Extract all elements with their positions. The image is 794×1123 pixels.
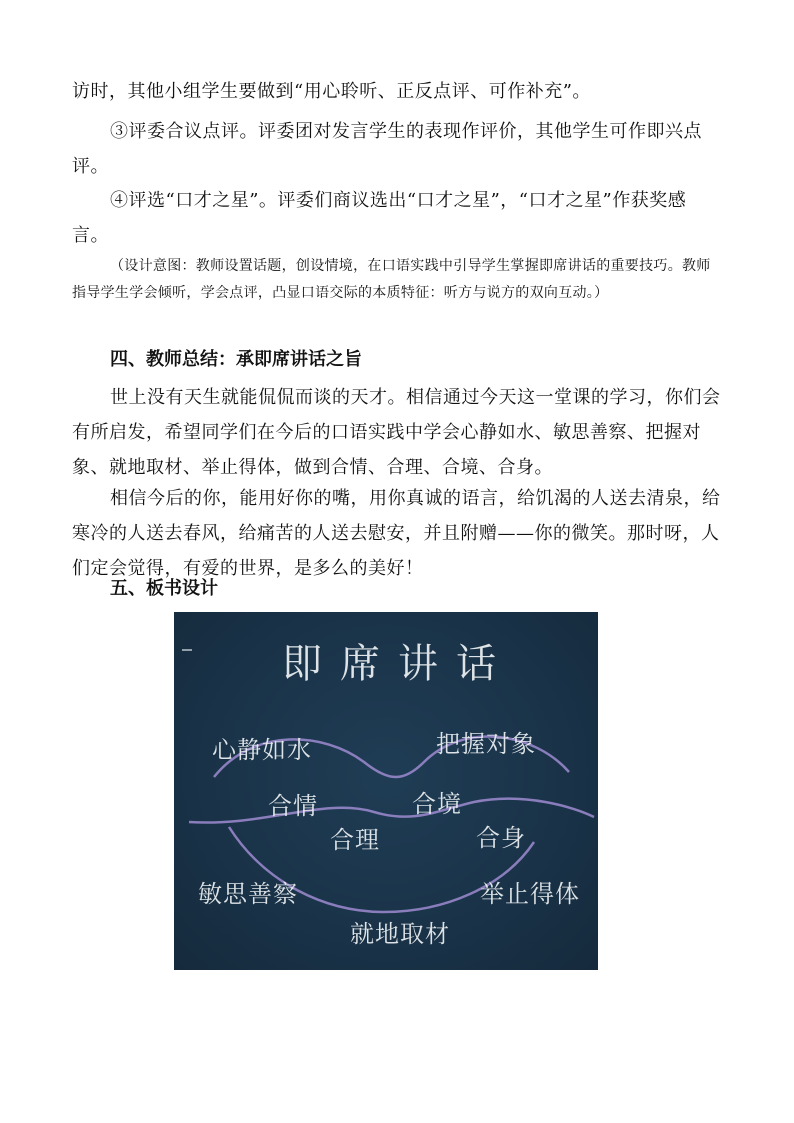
board-text-reasonable-emotion: 合情	[268, 792, 318, 820]
board-text-grasp-audience: 把握对象	[436, 730, 536, 758]
paragraph-interview-continued: 访时，其他小组学生要做到“用心聆听、正反点评、可作补充”。	[72, 81, 591, 102]
board-text-manners: 举止得体	[480, 880, 580, 908]
section-heading-board-design: 五、板书设计	[110, 578, 218, 599]
board-text-logical: 合理	[330, 826, 380, 854]
board-title: 即席讲话	[282, 641, 514, 687]
board-text-fit-context: 合境	[412, 790, 462, 818]
middle-lip-curve	[189, 799, 594, 823]
board-text-local-material: 就地取材	[350, 920, 450, 948]
board-text-observe: 敏思善察	[198, 880, 298, 908]
section-heading-teacher-summary: 四、教师总结：承即席讲话之旨	[110, 349, 362, 370]
paragraph-summary: 世上没有天生就能侃侃而谈的天才。相信通过今天这一堂课的学习，你们会有所启发，希望同学们在今后的口语实践中学会心静如水、敏思善察、把握对象、就地取材、举止得体，做到合情、合理、合境、合身。	[72, 387, 721, 478]
board-text-calm: 心静如水	[212, 736, 312, 764]
blackboard-photo	[174, 612, 598, 970]
board-text-fit-identity: 合身	[476, 824, 526, 852]
paragraph-closing: 相信今后的你，能用好你的嘴，用你真诚的语言，给饥渴的人送去清泉，给寒冷的人送去春风，给痛苦的人送去慰安，并且附赠——你的微笑。那时呀，人们定会觉得，有爱的世界，是多么的美好！	[72, 488, 721, 579]
paragraph-judges-review: ③评委合议点评。评委团对发言学生的表现作评价，其他学生可作即兴点评。	[72, 121, 702, 177]
paragraph-select-star: ④评选“口才之星”。评委们商议选出“口才之星”，“口才之星”作获奖感言。	[72, 190, 687, 246]
design-intent-note: （设计意图：教师设置话题，创设情境，在口语实践中引导学生掌握即席讲话的重要技巧。教师指导学生学会倾听，学会点评，凸显口语交际的本质特征：听方与说方的双向互动。）	[72, 258, 711, 301]
